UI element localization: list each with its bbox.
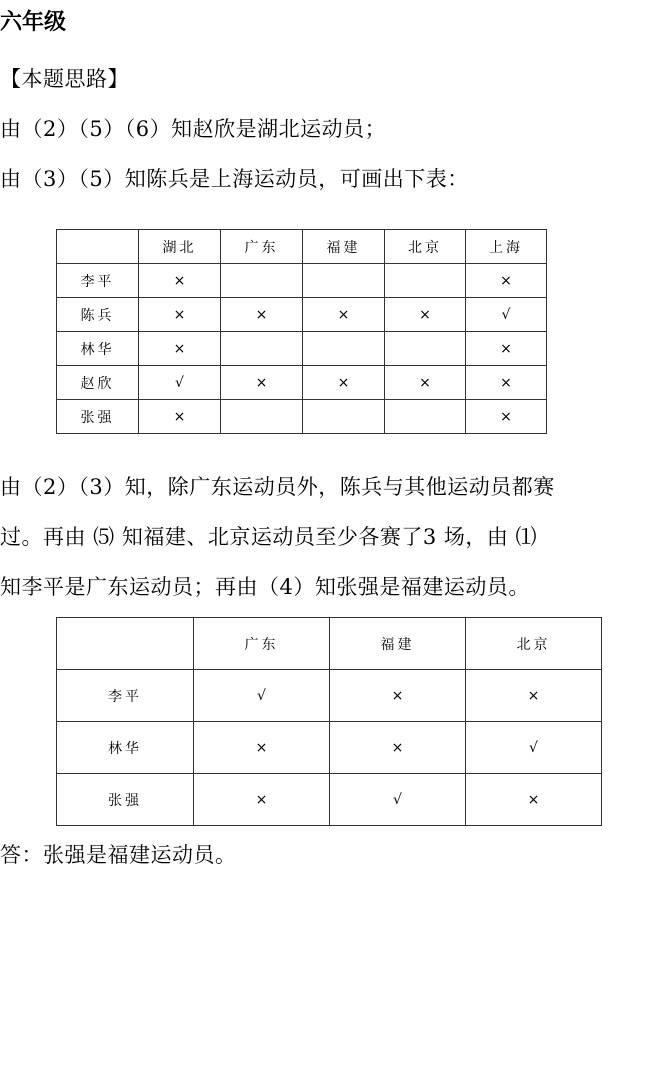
table-cell: × bbox=[466, 774, 602, 826]
table-corner-cell bbox=[57, 618, 194, 670]
column-header-guangdong: 广东 bbox=[194, 618, 330, 670]
table-cell bbox=[385, 332, 466, 366]
table-cell bbox=[221, 400, 303, 434]
column-header-guangdong: 广东 bbox=[221, 230, 303, 264]
table-row bbox=[57, 264, 547, 298]
column-header-fujian: 福建 bbox=[330, 618, 466, 670]
row-header-chenbing: 陈兵 bbox=[57, 298, 139, 332]
table-cell bbox=[385, 264, 466, 298]
table-cell: × bbox=[221, 298, 303, 332]
row-header-linhua: 林华 bbox=[57, 722, 194, 774]
table-cell: × bbox=[466, 670, 602, 722]
table-cell: × bbox=[194, 774, 330, 826]
column-header-hubei: 湖北 bbox=[139, 230, 221, 264]
row-header-liping: 李平 bbox=[57, 264, 139, 298]
table-row bbox=[57, 670, 602, 722]
table-cell: × bbox=[385, 298, 466, 332]
table-cell bbox=[221, 332, 303, 366]
column-header-shanghai: 上海 bbox=[466, 230, 547, 264]
reasoning-line-2: 由（3）（5）知陈兵是上海运动员，可画出下表： bbox=[0, 167, 469, 191]
table-cell: × bbox=[466, 366, 547, 400]
table-cell: × bbox=[139, 332, 221, 366]
table-cell: √ bbox=[466, 722, 602, 774]
table-cell: × bbox=[466, 264, 547, 298]
grade-title: 六年级 bbox=[0, 10, 67, 35]
table-cell: √ bbox=[466, 298, 547, 332]
table-cell: × bbox=[466, 400, 547, 434]
table-header-row bbox=[57, 230, 547, 264]
row-header-zhangqiang: 张强 bbox=[57, 774, 194, 826]
table-cell: × bbox=[194, 722, 330, 774]
table-cell bbox=[221, 264, 303, 298]
table-cell: × bbox=[139, 400, 221, 434]
table-cell: × bbox=[385, 366, 466, 400]
table-cell: × bbox=[303, 298, 385, 332]
table-cell: √ bbox=[194, 670, 330, 722]
table-row bbox=[57, 366, 547, 400]
column-header-beijing: 北京 bbox=[385, 230, 466, 264]
deduction-table-2 bbox=[56, 617, 602, 826]
table-cell: √ bbox=[330, 774, 466, 826]
table-row bbox=[57, 722, 602, 774]
table-cell bbox=[303, 264, 385, 298]
table-row bbox=[57, 298, 547, 332]
reasoning-line-5: 知李平是广东运动员；再由（4）知张强是福建运动员。 bbox=[0, 575, 530, 599]
table-cell: × bbox=[139, 298, 221, 332]
table-cell: × bbox=[221, 366, 303, 400]
table-cell: × bbox=[330, 722, 466, 774]
row-header-zhaoxin: 赵欣 bbox=[57, 366, 139, 400]
row-header-linhua: 林华 bbox=[57, 332, 139, 366]
table-corner-cell bbox=[57, 230, 139, 264]
table-cell bbox=[385, 400, 466, 434]
table-cell bbox=[303, 400, 385, 434]
table-row bbox=[57, 332, 547, 366]
table-cell: × bbox=[139, 264, 221, 298]
column-header-fujian: 福建 bbox=[303, 230, 385, 264]
row-header-zhangqiang: 张强 bbox=[57, 400, 139, 434]
table-cell: √ bbox=[139, 366, 221, 400]
reasoning-line-3: 由（2）（3）知，除广东运动员外，陈兵与其他运动员都赛 bbox=[0, 475, 555, 499]
solution-heading: 【本题思路】 bbox=[0, 67, 129, 91]
table-cell bbox=[303, 332, 385, 366]
reasoning-line-1: 由（2）（5）（6）知赵欣是湖北运动员； bbox=[0, 117, 387, 141]
table-row bbox=[57, 400, 547, 434]
deduction-table-1 bbox=[56, 229, 547, 434]
table-row bbox=[57, 774, 602, 826]
table-header-row bbox=[57, 618, 602, 670]
row-header-liping: 李平 bbox=[57, 670, 194, 722]
column-header-beijing: 北京 bbox=[466, 618, 602, 670]
table-cell: × bbox=[330, 670, 466, 722]
table-cell: × bbox=[303, 366, 385, 400]
table-cell: × bbox=[466, 332, 547, 366]
reasoning-line-4: 过。再由 ⑸ 知福建、北京运动员至少各赛了3 场，由 ⑴ bbox=[0, 525, 538, 549]
answer-line: 答：张强是福建运动员。 bbox=[0, 843, 237, 867]
